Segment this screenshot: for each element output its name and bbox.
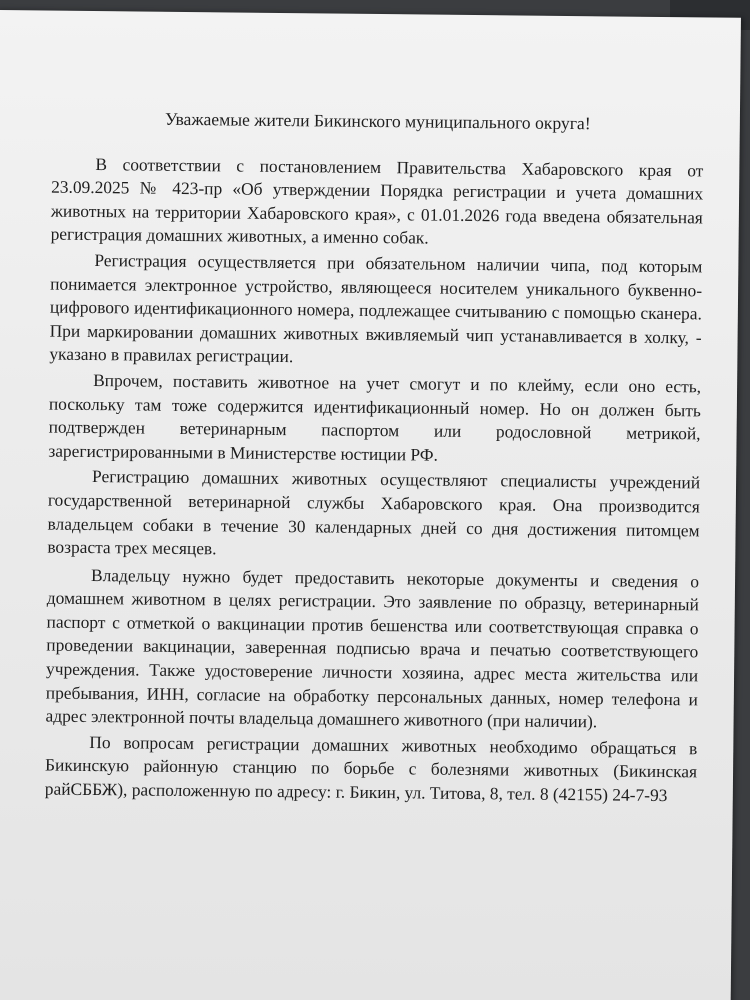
- paper-sheet: [0, 10, 741, 1000]
- document-body: [45, 107, 704, 808]
- paragraph-documents: Владельцу нужно будет предоставить некоторые документы и сведения о домашнем животном в целях регистрации. Это заявление по образцу, ветеринарный паспорт с отметкой о вакцинации против бешенства или соответствующая справка о проведении вакцинации, заверенная подписью врача и печатью соответствующего учреждения. Также удостоверение личности хозяина, адрес места жительства или пребывания, ИНН, согласие на обработку персональных данных, номер телефона и адрес электронной почты владельца домашнего животного (при наличии).: [45, 564, 700, 732]
- paragraph-brand: Впрочем, поставить животное на учет смогут и по клейму, если оно есть, поскольку там тоже содержится идентификационный номер. Но он должен быть подтвержден ветеринарным паспортом или родословной метрикой, зарегистрированными в Министерстве юстиции РФ.: [48, 369, 702, 465]
- paragraph-specialists: Регистрацию домашних животных осуществляют специалисты учреждений государственной ветеринарной службы Хабаровского края. Она производится владельцем собаки в течение 30 календарных дней со дня достижения питомцем возраста трех месяцев.: [47, 466, 701, 559]
- paragraph-chip: Регистрация осуществляется при обязательном наличии чипа, под которым понимается электронное устройство, являющееся носителем уникального буквенно-цифрового идентификационного номера, подлежащее считыванию с помощью сканера. При маркировании домашних животных вживляемый чип устанавливается в холку, - указано в правилах регистрации.: [49, 250, 703, 367]
- paragraph-resolution: В соответствии с постановлением Правительства Хабаровского края от 23.09.2025 № 423-пр «Об утверждении Порядка регистрации и учета домашних животных на территории Хабаровского края», с 01.01.2026 года введена обязательная регистрация домашних животных, а именно собак.: [50, 153, 704, 248]
- document-title: Уважаемые жители Бикинского муниципального округа!: [164, 108, 591, 134]
- paragraph-contacts: По вопросам регистрации домашних животных необходимо обращаться в Бикинскую районную станцию по борьбе с болезнями животных (Бикинская райСББЖ), расположенную по адресу: г. Бикин, ул. Титова, 8, тел. 8 (42155) 24-7-93: [44, 731, 698, 806]
